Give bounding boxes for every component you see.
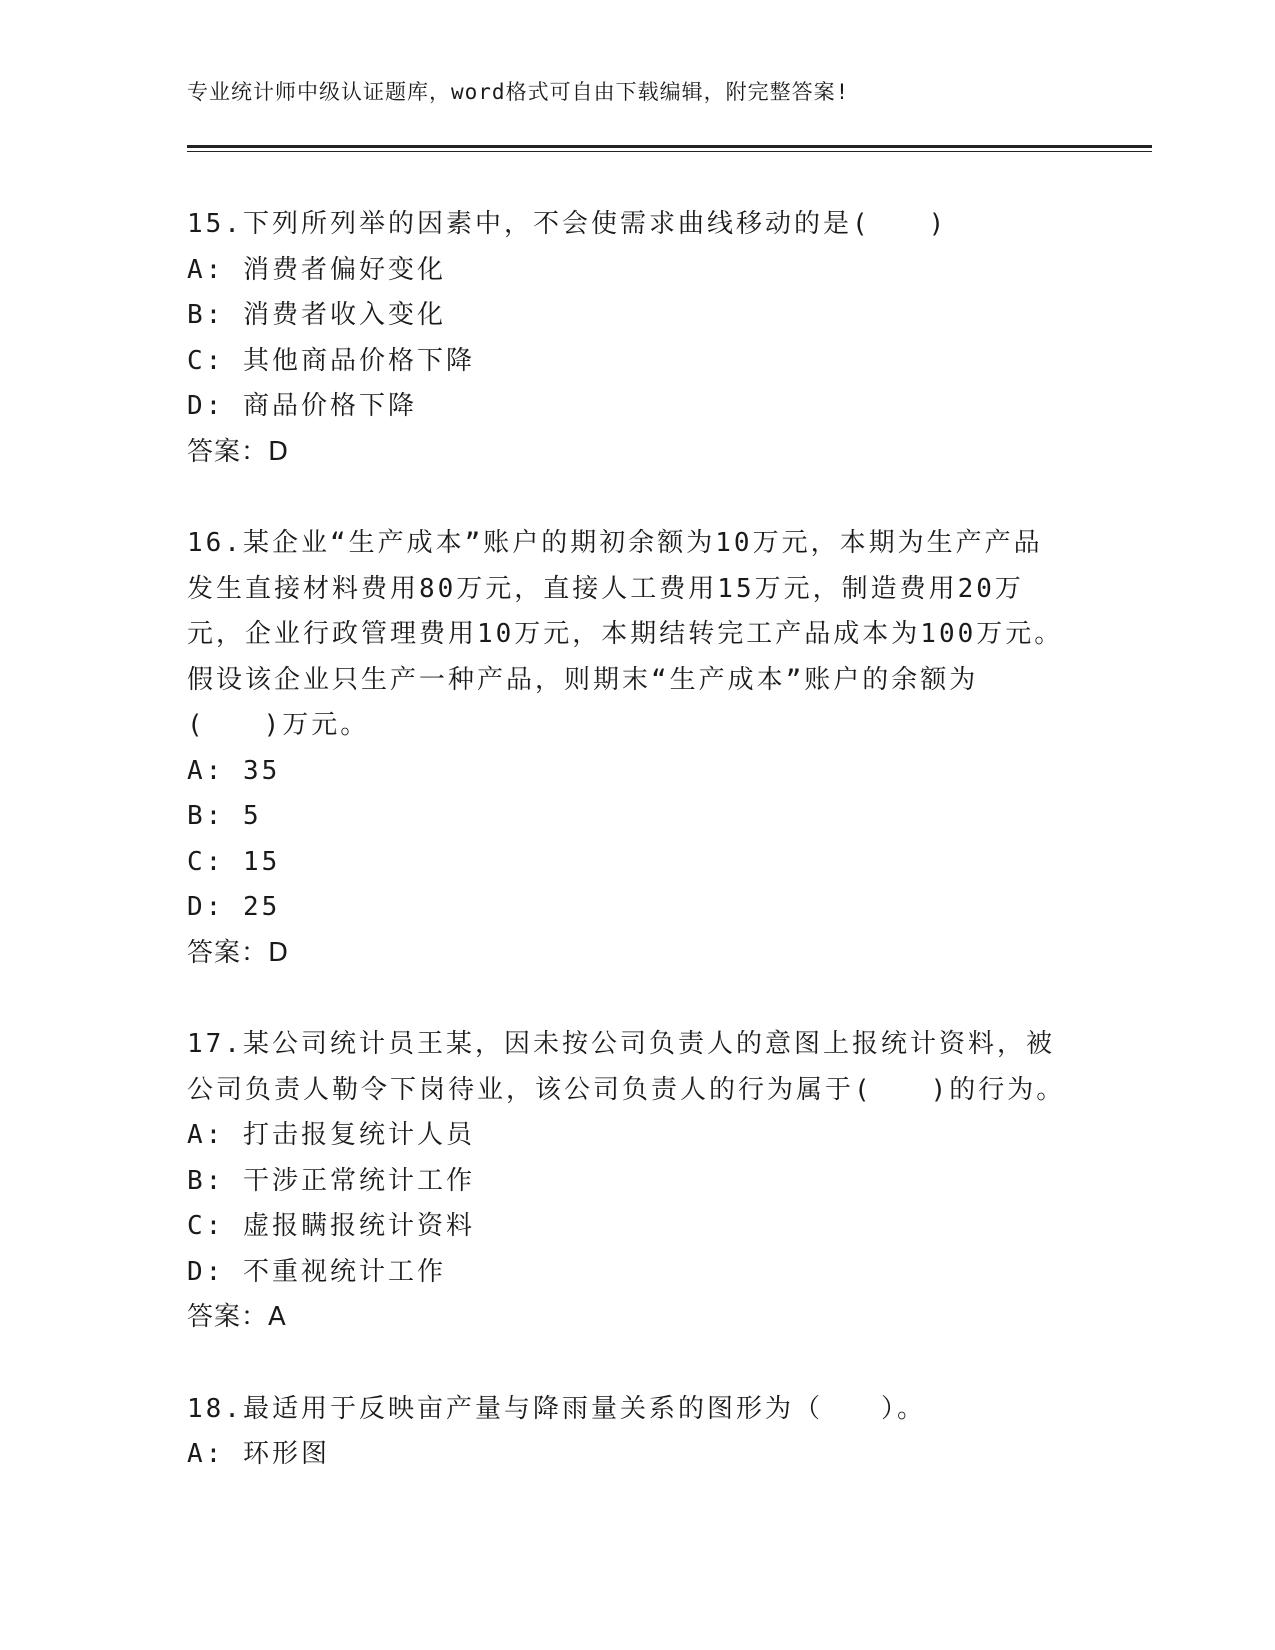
option-b: B: 消费者收入变化	[187, 300, 446, 330]
option-c: C: 虚报瞒报统计资料	[187, 1211, 475, 1241]
answer: 答案：A	[187, 1302, 287, 1332]
option-d: D: 商品价格下降	[187, 391, 417, 421]
question-15	[187, 202, 1067, 475]
question-stem: 17.某公司统计员王某，因未按公司负责人的意图上报统计资料，被公司负责人勒令下岗待业，该公司负责人的行为属于( )的行为。	[187, 1029, 1066, 1105]
option-a: A: 打击报复统计人员	[187, 1120, 475, 1150]
question-stem: 15.下列所列举的因素中，不会使需求曲线移动的是( )	[187, 209, 948, 239]
document-header: 专业统计师中级认证题库，word格式可自由下载编辑，附完整答案!	[187, 80, 850, 104]
option-b: B: 干涉正常统计工作	[187, 1165, 475, 1196]
answer: 答案：D	[187, 937, 290, 968]
option-d: D: 25	[187, 892, 281, 922]
option-b: B: 5	[187, 801, 262, 831]
question-list	[187, 202, 1067, 1524]
question-16	[187, 521, 1067, 976]
question-stem: 18.最适用于反映亩产量与降雨量关系的图形为（ ）。	[187, 1393, 926, 1424]
question-18	[187, 1387, 1067, 1478]
option-a: A: 35	[187, 755, 281, 786]
option-a: A: 环形图	[187, 1439, 330, 1469]
question-17	[187, 1022, 1067, 1341]
answer: 答案：D	[187, 436, 290, 467]
question-stem: 16.某企业“生产成本”账户的期初余额为10万元，本期为生产产品发生直接材料费用80万元，直接人工费用15万元，制造费用20万元，企业行政管理费用10万元，本期结转完工产品成本为100万元。假设该企业只生产一种产品，则期末“生产成本”账户的余额为( )万元。	[187, 528, 1064, 740]
option-d: D: 不重视统计工作	[187, 1256, 446, 1287]
header-divider	[187, 145, 1152, 148]
header-divider-thin	[187, 151, 1152, 152]
option-c: C: 其他商品价格下降	[187, 345, 475, 376]
option-c: C: 15	[187, 846, 281, 877]
option-a: A: 消费者偏好变化	[187, 254, 446, 285]
